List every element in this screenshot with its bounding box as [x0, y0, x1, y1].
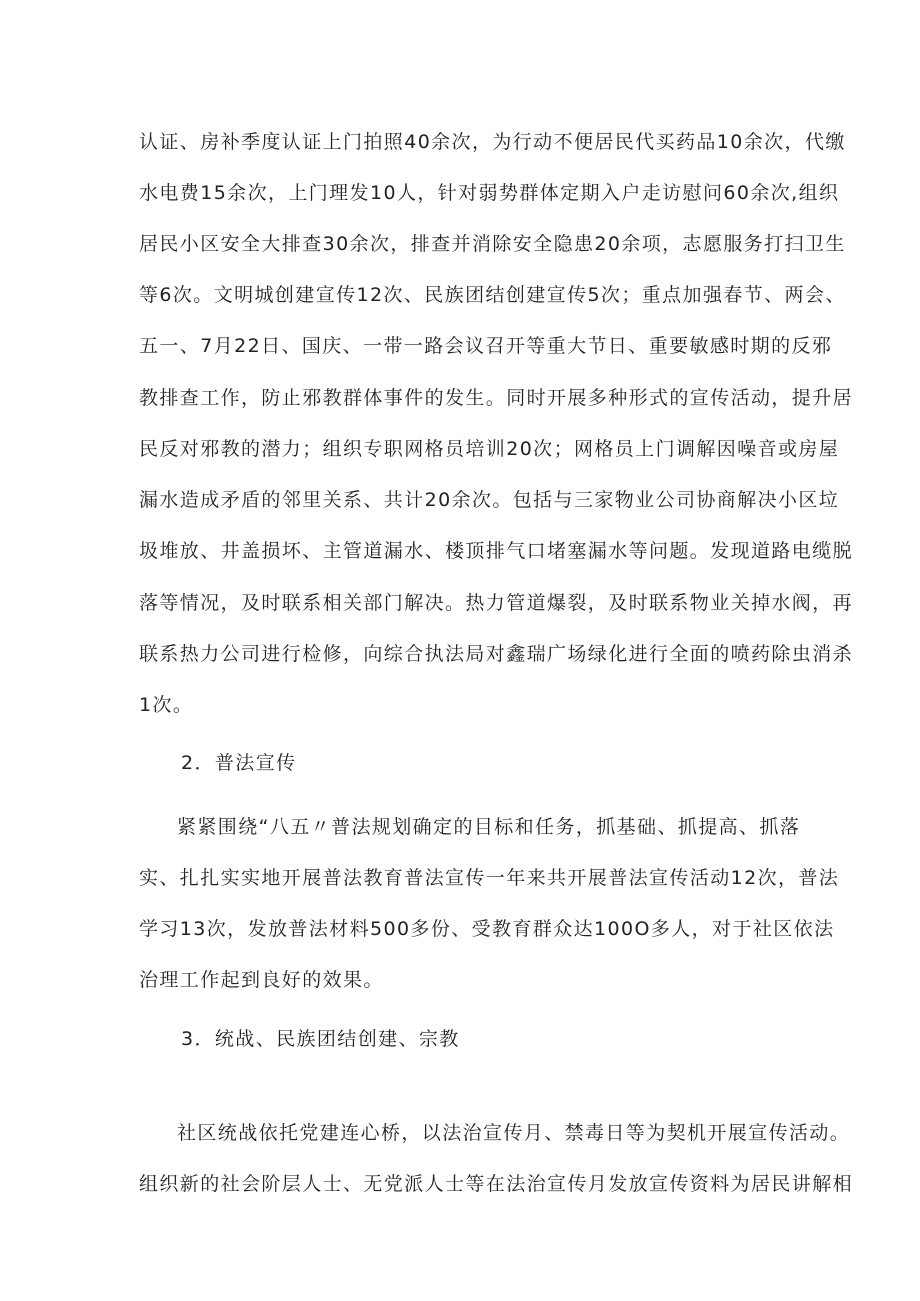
paragraph-line: 居民小区安全大排查30余次，排查并消除安全隐患20余项，志愿服务打扫卫生: [139, 233, 846, 255]
paragraph-line: 1次。: [139, 694, 194, 716]
paragraph-line: 组织新的社会阶层人士、无党派人士等在法治宣传月发放宣传资料为居民讲解相: [139, 1173, 854, 1195]
paragraph-line: 社区统战依托党建连心桥，以法治宣传月、禁毒日等为契机开展宣传活动。: [177, 1122, 851, 1144]
paragraph-line: 联系热力公司进行检修，向综合执法局对鑫瑞广场绿化进行全面的喷药除虫消杀: [139, 643, 854, 665]
paragraph-line: 治理工作起到良好的效果。: [139, 969, 384, 991]
section-heading: 3．统战、民族团结创建、宗教: [181, 1028, 460, 1050]
paragraph-line: 落等情况，及时联系相关部门解决。热力管道爆裂，及时联系物业关掉水阀，再: [139, 592, 854, 614]
paragraph-line: 水电费15余次，上门理发10人，针对弱势群体定期入户走访慰问60余次,组织: [139, 182, 840, 204]
paragraph-line: 紧紧围绕“八五〃普法规划确定的目标和任务，抓基础、抓提高、抓落: [177, 816, 801, 838]
paragraph-line: 认证、房补季度认证上门拍照40余次，为行动不便居民代买药品10余次，代缴: [139, 131, 846, 153]
paragraph-line: 实、扎扎实实地开展普法教育普法宣传一年来共开展普法宣传活动12次，普法: [139, 867, 840, 889]
paragraph-line: 圾堆放、井盖损坏、主管道漏水、楼顶排气口堵塞漏水等问题。发现道路电缆脱: [139, 540, 854, 562]
paragraph-line: 教排查工作，防止邪教群体事件的发生。同时开展多种形式的宣传活动，提升居: [139, 387, 854, 409]
paragraph-line: 漏水造成矛盾的邻里关系、共计20余次。包括与三家物业公司协商解决小区垃: [139, 489, 840, 511]
paragraph-line: 等6次。文明城创建宣传12次、民族团结创建宣传5次；重点加强春节、两会、: [139, 284, 846, 306]
paragraph-line: 民反对邪教的潜力；组织专职网格员培训20次；网格员上门调解因噪音或房屋: [139, 438, 840, 460]
section-heading: 2．普法宣传: [181, 752, 297, 774]
paragraph-line: 五一、7月22日、国庆、一带一路会议召开等重大节日、重要敏感时期的反邪: [139, 335, 833, 357]
paragraph-line: 学习13次，发放普法材料500多份、受教育群众达100O多人，对于社区依法: [139, 918, 835, 940]
